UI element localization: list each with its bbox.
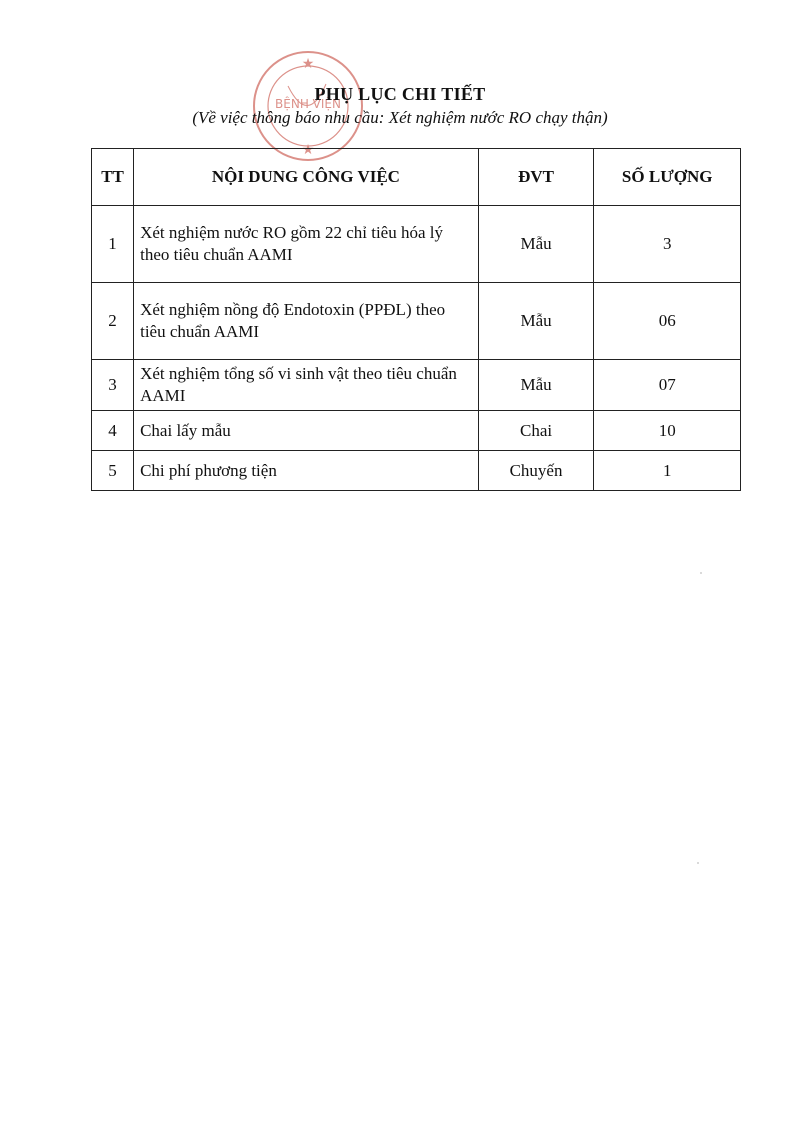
cell-unit: Chuyến <box>478 451 594 491</box>
cell-qty: 06 <box>594 283 741 360</box>
cell-content: Xét nghiệm nước RO gồm 22 chỉ tiêu hóa lý theo tiêu chuẩn AAMI <box>134 206 479 283</box>
header-qty: SỐ LƯỢNG <box>594 149 741 206</box>
scan-speck <box>700 572 702 574</box>
table-row <box>92 283 741 360</box>
cell-tt: 5 <box>92 451 134 491</box>
cell-unit: Mẫu <box>478 206 594 283</box>
cell-tt: 3 <box>92 360 134 411</box>
svg-text:★: ★ <box>301 56 315 72</box>
header-content: NỘI DUNG CÔNG VIỆC <box>134 149 479 206</box>
cell-unit: Mẫu <box>478 283 594 360</box>
cell-unit: Mẫu <box>478 360 594 411</box>
svg-text:★: ★ <box>301 142 315 158</box>
cell-qty: 07 <box>594 360 741 411</box>
cell-content: Xét nghiệm tổng số vi sinh vật theo tiêu chuẩn AAMI <box>134 360 479 411</box>
cell-qty: 1 <box>594 451 741 491</box>
document-subtitle: (Về việc thông báo nhu cầu: Xét nghiệm nước RO chạy thận) <box>192 108 608 127</box>
seal-text: BỆNH VIỆN <box>275 97 341 111</box>
cell-unit: Chai <box>478 411 594 451</box>
scan-speck <box>697 862 699 864</box>
table-header-row <box>92 149 741 206</box>
cell-tt: 4 <box>92 411 134 451</box>
cell-content: Chi phí phương tiện <box>134 451 479 491</box>
table-row <box>92 451 741 491</box>
cell-qty: 3 <box>594 206 741 283</box>
cell-content: Xét nghiệm nồng độ Endotoxin (PPĐL) theo tiêu chuẩn AAMI <box>134 283 479 360</box>
header-unit: ĐVT <box>478 149 594 206</box>
cell-tt: 2 <box>92 283 134 360</box>
header-tt: TT <box>92 149 134 206</box>
work-items-table <box>91 148 741 491</box>
cell-qty: 10 <box>594 411 741 451</box>
cell-tt: 1 <box>92 206 134 283</box>
table-row <box>92 360 741 411</box>
cell-content: Chai lấy mẫu <box>134 411 479 451</box>
document-title: PHỤ LỤC CHI TIẾT <box>314 84 486 104</box>
table-row <box>92 411 741 451</box>
table-row <box>92 206 741 283</box>
